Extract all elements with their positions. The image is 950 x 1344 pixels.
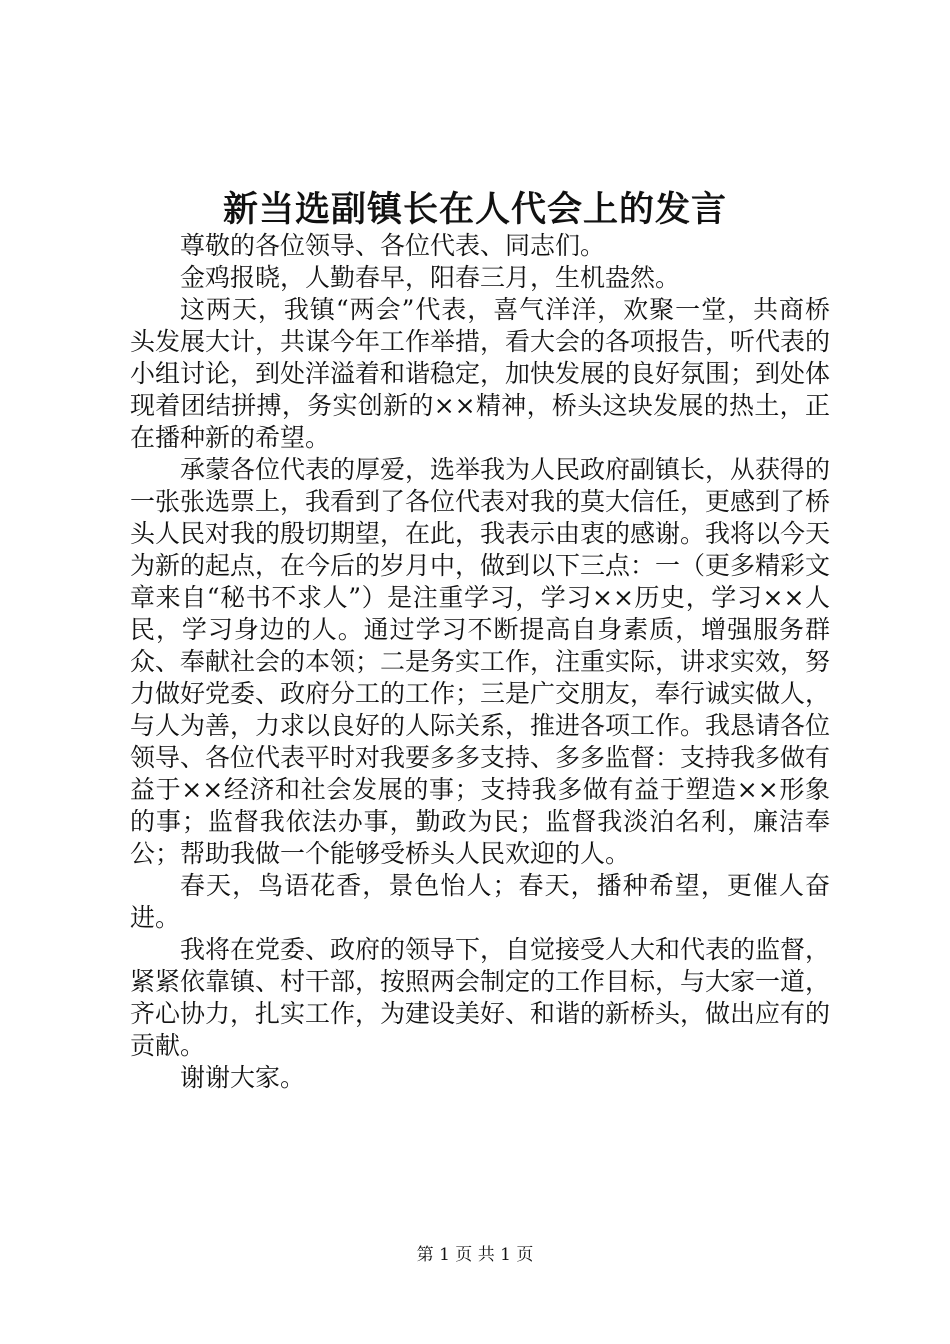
paragraph-opening: 金鸡报晓，人勤春早，阳春三月，生机盎然。 [180,263,681,292]
paragraph-greeting: 尊敬的各位领导、各位代表、同志们。 [180,231,606,260]
paragraph-meeting: 这两天，我镇“两会”代表，喜气洋洋，欢聚一堂，共商桥头发展大计，共谋今年工作举措，看大会的各项报告，听代表的小组讨论，到处洋溢着和谐稳定，加快发展的良好氛围；到处体现着团结拼搏，务实创新的××精神，桥头这块发展的热土，正在播种新的希望。 [130,295,831,452]
paragraph-spring: 春天，鸟语花香，景色怡人；春天，播种希望，更催人奋进。 [130,871,830,932]
document-body [130,230,830,1094]
paragraph-commitment: 我将在党委、政府的领导下，自觉接受人大和代表的监督，紧紧依靠镇、村干部，按照两会制定的工作目标，与大家一道，齐心协力，扎实工作，为建设美好、和谐的新桥头，做出应有的贡献。 [130,935,831,1060]
page-footer: 第 1 页 共 1 页 [416,1245,534,1265]
paragraph-thanks-and-pledge: 承蒙各位代表的厚爱，选举我为人民政府副镇长，从获得的一张张选票上，我看到了各位代表对我的莫大信任，更感到了桥头人民对我的殷切期望，在此，我表示由衷的感谢。我将以今天为新的起点，在今后的岁月中，做到以下三点：一（更多精彩文章来自“秘书不求人”）是注重学习，学习××历史，学习××人民，学习身边的人。通过学习不断提高自身素质，增强服务群众、奉献社会的本领；二是务实工作，注重实际，讲求实效，努力做好党委、政府分工的工作；三是广交朋友，奉行诚实做人，与人为善，力求以良好的人际关系，推进各项工作。我恳请各位领导、各位代表平时对我要多多支持、多多监督：支持我多做有益于××经济和社会发展的事；支持我多做有益于塑造××形象的事；监督我依法办事，勤政为民；监督我淡泊名利，廉洁奉公；帮助我做一个能够受桥头人民欢迎的人。 [130,455,831,868]
paragraph-closing: 谢谢大家。 [180,1063,306,1092]
document-title: 新当选副镇长在人代会上的发言 [222,189,727,230]
